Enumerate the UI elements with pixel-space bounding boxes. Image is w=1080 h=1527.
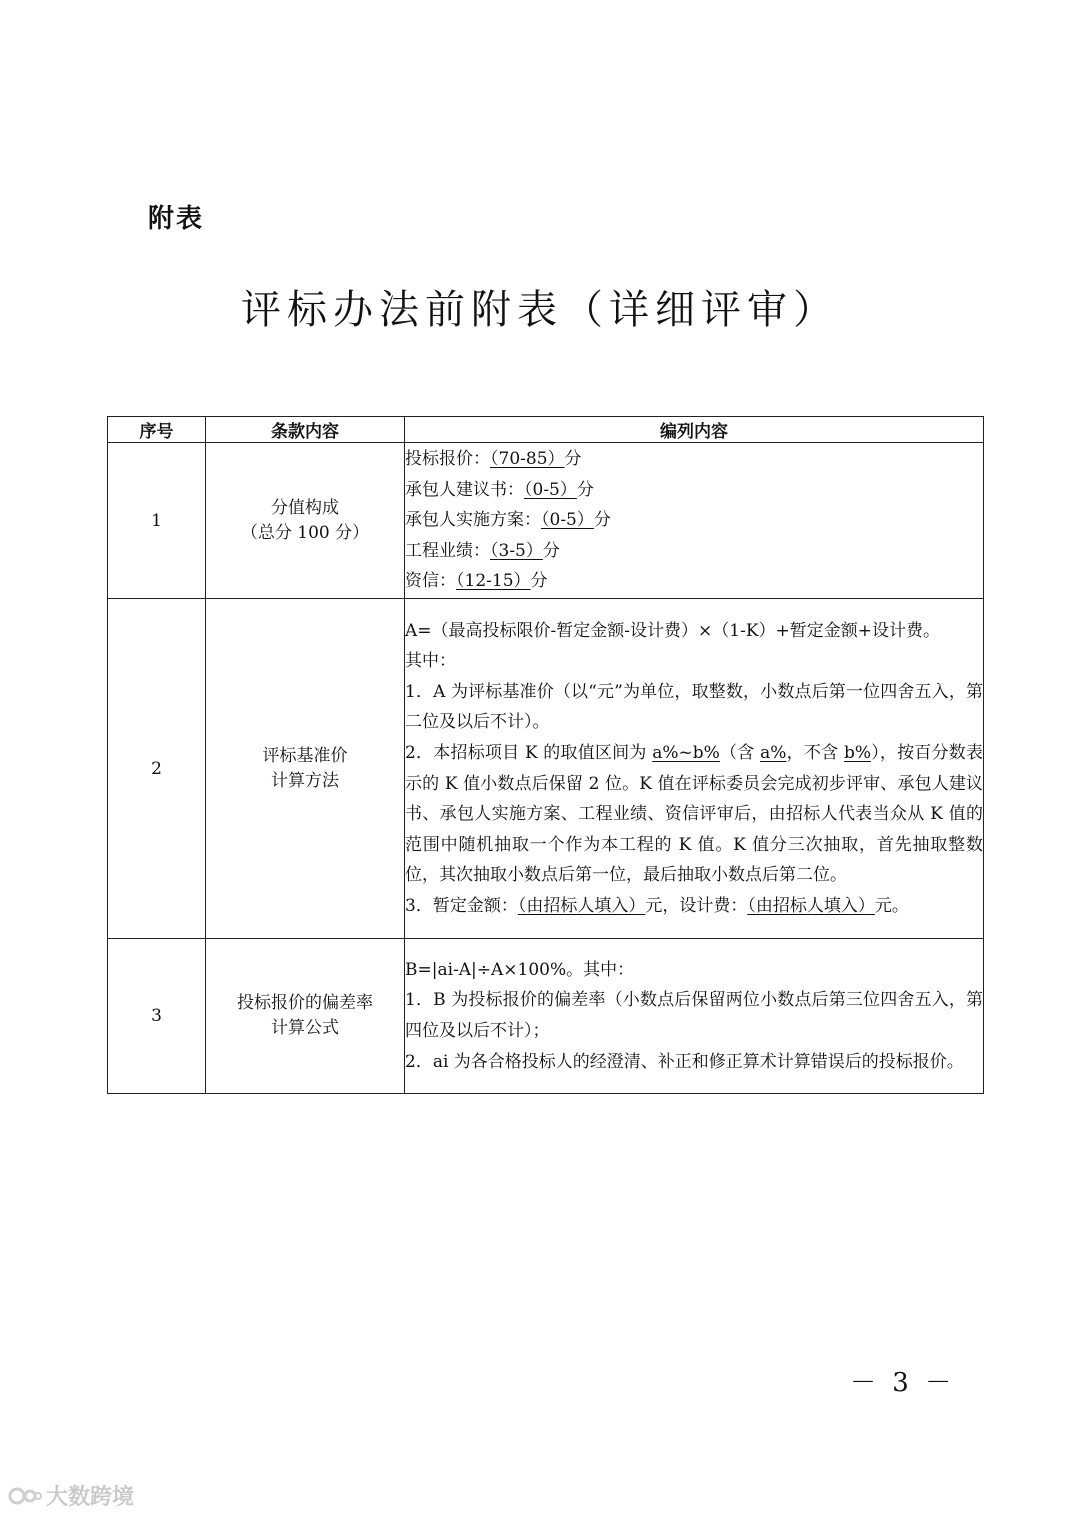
table-row [108, 939, 984, 1094]
formula-text: B=|ai-A|÷A×100%。其中： [405, 959, 635, 980]
score-item: 工程业绩：（3-5）分 [405, 540, 560, 561]
watermark-logo-icon [8, 1484, 42, 1508]
watermark [8, 1480, 134, 1511]
appendix-label: 附表 [148, 204, 205, 234]
watermark-text: 大数跨境 [46, 1485, 135, 1510]
note-item: 2．本招标项目 K 的取值区间为 a%~b%（含 a%，不含 b%），按百分数表示的 K 值小数点后保留 2 位。K 值在评标委员会完成初步评审、承包人建议书、承包人实施方案、工程业绩、资信评审后，由招标人代表当众从 K 值的范围中随机抽取一个作为本工程的 K 值。K 值分三次抽取，首先抽取整数位，其次抽取小数点后第一位，最后抽取小数点后第二位。 [405, 742, 984, 886]
score-item: 投标报价：（70-85）分 [405, 449, 582, 470]
clause-text: 计算方法 [271, 770, 339, 791]
clause-text: （总分 100 分） [240, 522, 370, 543]
table-row [108, 599, 984, 939]
qizhong-text: 其中： [405, 651, 456, 672]
note-item: 1．B 为投标报价的偏差率（小数点后保留两位小数点后第三位四舍五入，第四位及以后不计）； [405, 990, 983, 1041]
content-cell [405, 599, 984, 939]
row-number: 2 [108, 599, 206, 939]
note-item: 1．A 为评标基准价（以“元”为单位，取整数，小数点后第一位四舍五入，第二位及以后不计）。 [405, 681, 983, 733]
score-item: 资信：（12-15）分 [405, 571, 548, 592]
note-item: 3．暂定金额：（由招标人填入）元，设计费：（由招标人填入）元。 [405, 895, 909, 916]
clause-cell [206, 939, 405, 1094]
header-content: 编列内容 [405, 417, 984, 443]
table-row [108, 443, 984, 599]
score-item: 承包人建议书：（0-5）分 [405, 479, 594, 500]
clause-text: 计算公式 [271, 1018, 339, 1038]
formula-text: A=（最高投标限价-暂定金额-设计费）×（1-K）+暂定金额+设计费。 [405, 620, 941, 641]
page-number: － 3 － [850, 1368, 956, 1398]
header-serial: 序号 [108, 417, 206, 443]
row-number: 3 [108, 939, 206, 1094]
clause-text: 分值构成 [271, 497, 339, 518]
header-clause: 条款内容 [206, 417, 405, 443]
document-title: 评标办法前附表（详细评审） [241, 287, 839, 333]
table-header-row [108, 417, 984, 443]
clause-cell [206, 599, 405, 939]
evaluation-table [107, 416, 984, 1094]
clause-text: 评标基准价 [262, 745, 348, 766]
note-item: 2．ai 为各合格投标人的经澄清、补正和修正算术计算错误后的投标报价。 [405, 1051, 964, 1072]
content-cell [405, 443, 984, 599]
content-cell [405, 939, 984, 1094]
clause-cell [206, 443, 405, 599]
row-number: 1 [108, 443, 206, 599]
clause-text: 投标报价的偏差率 [237, 993, 373, 1013]
score-item: 承包人实施方案：（0-5）分 [405, 510, 611, 531]
